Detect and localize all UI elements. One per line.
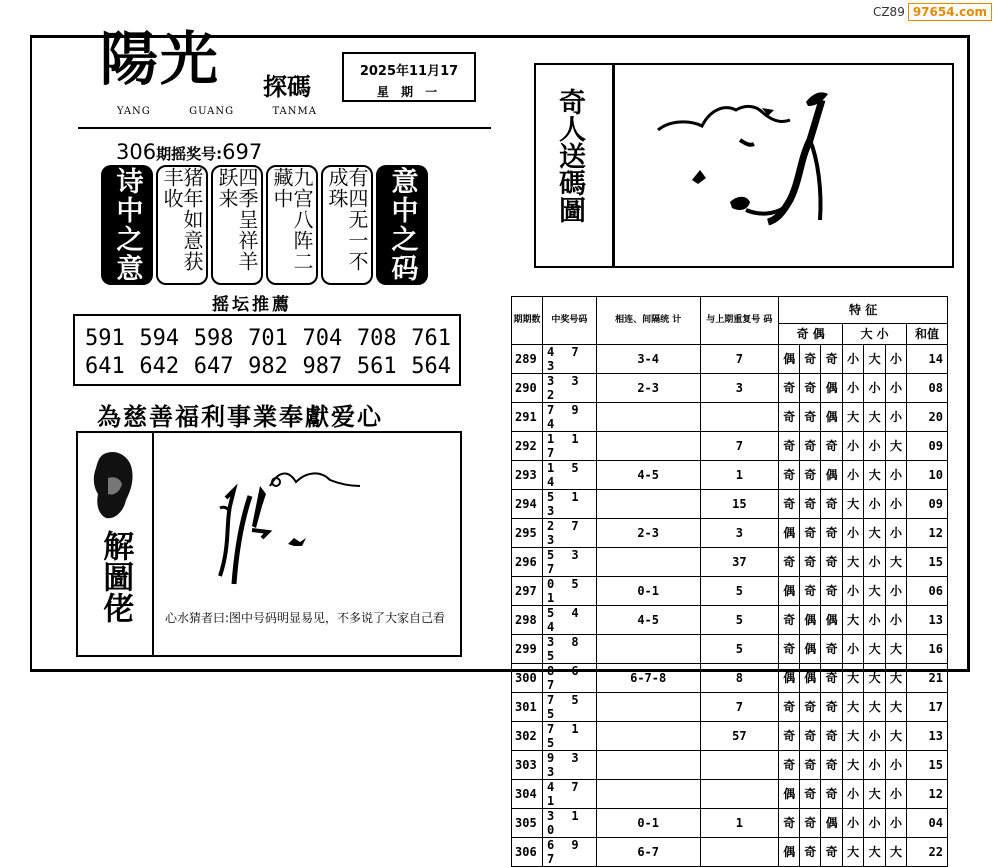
pinyin-3: TANMA xyxy=(272,106,317,117)
rec-number: 708 xyxy=(356,326,397,351)
table-row xyxy=(512,577,948,606)
cell-oddeven: 奇 xyxy=(821,780,843,809)
cell-oddeven: 奇 xyxy=(821,432,843,461)
table-row xyxy=(512,606,948,635)
cell-issue: 296 xyxy=(512,548,543,577)
rec-number: 598 xyxy=(193,326,234,351)
cell-issue: 289 xyxy=(512,345,543,374)
poem-line-4: 有四无一不成珠 xyxy=(321,165,373,285)
cell-oddeven: 奇 xyxy=(800,432,821,461)
cell-bigsmall: 小 xyxy=(864,548,886,577)
watermark-site: 97654.com xyxy=(908,3,992,21)
cell-issue: 291 xyxy=(512,403,543,432)
cell-bigsmall: 小 xyxy=(886,780,907,809)
cell-consec: 2-3 xyxy=(596,374,700,403)
cell-oddeven: 奇 xyxy=(779,693,800,722)
cell-bigsmall: 小 xyxy=(886,519,907,548)
rec-number: 647 xyxy=(193,354,234,379)
cell-consec: 3-4 xyxy=(596,345,700,374)
cell-digits: 1 5 4 xyxy=(542,461,596,490)
poem-line-3: 九宫八阵二藏中 xyxy=(266,165,318,285)
cell-digits: 4 7 3 xyxy=(542,345,596,374)
cell-repeat: 57 xyxy=(700,722,779,751)
cell-bigsmall: 大 xyxy=(886,664,907,693)
cell-issue: 292 xyxy=(512,432,543,461)
cell-oddeven: 奇 xyxy=(821,577,843,606)
table-row xyxy=(512,345,948,374)
cell-repeat xyxy=(700,403,779,432)
cell-bigsmall: 小 xyxy=(843,345,864,374)
cell-sum: 16 xyxy=(907,635,948,664)
cell-sum: 09 xyxy=(907,432,948,461)
cell-sum: 14 xyxy=(907,345,948,374)
cell-bigsmall: 小 xyxy=(864,606,886,635)
cell-oddeven: 奇 xyxy=(779,432,800,461)
rec-number: 561 xyxy=(356,354,397,379)
rec-number: 642 xyxy=(139,354,180,379)
cell-issue: 305 xyxy=(512,809,543,838)
cell-issue: 293 xyxy=(512,461,543,490)
cell-bigsmall: 大 xyxy=(843,838,864,867)
cell-bigsmall: 小 xyxy=(886,345,907,374)
cell-repeat: 3 xyxy=(700,519,779,548)
cell-oddeven: 奇 xyxy=(821,693,843,722)
cell-bigsmall: 小 xyxy=(886,577,907,606)
cell-oddeven: 偶 xyxy=(821,461,843,490)
cell-issue: 297 xyxy=(512,577,543,606)
cell-digits: 9 3 3 xyxy=(542,751,596,780)
cell-bigsmall: 小 xyxy=(864,722,886,751)
rec-number: 564 xyxy=(411,354,451,379)
poem-right-label: 意中之码 xyxy=(376,165,428,285)
cell-digits: 5 4 4 xyxy=(542,606,596,635)
cell-oddeven: 奇 xyxy=(779,635,800,664)
cell-bigsmall: 小 xyxy=(886,490,907,519)
table-row xyxy=(512,490,948,519)
table-row xyxy=(512,693,948,722)
cell-oddeven: 奇 xyxy=(821,751,843,780)
cell-digits: 7 1 5 xyxy=(542,722,596,751)
cell-oddeven: 奇 xyxy=(779,403,800,432)
cell-repeat: 7 xyxy=(700,432,779,461)
cell-issue: 302 xyxy=(512,722,543,751)
cell-bigsmall: 大 xyxy=(864,664,886,693)
cell-bigsmall: 大 xyxy=(843,403,864,432)
cell-digits: 7 5 5 xyxy=(542,693,596,722)
cell-consec: 0-1 xyxy=(596,577,700,606)
table-row xyxy=(512,461,948,490)
header-issue: 期期数 xyxy=(512,297,543,345)
history-table xyxy=(511,296,948,867)
header-repeat: 与上期重复号 码 xyxy=(700,297,779,345)
cell-bigsmall: 大 xyxy=(886,722,907,751)
watermark-id: CZ89 xyxy=(872,5,905,19)
cell-sum: 12 xyxy=(907,519,948,548)
cell-bigsmall: 大 xyxy=(843,693,864,722)
cell-consec xyxy=(596,635,700,664)
cell-bigsmall: 大 xyxy=(864,780,886,809)
cell-sum: 15 xyxy=(907,548,948,577)
puzzle-drawing xyxy=(190,446,390,596)
puzzle-divider xyxy=(152,431,154,657)
header-sum: 和值 xyxy=(907,324,948,345)
table-row xyxy=(512,722,948,751)
cell-oddeven: 奇 xyxy=(821,490,843,519)
poem-line-1: 猪年如意获丰收 xyxy=(156,165,208,285)
cell-oddeven: 偶 xyxy=(779,519,800,548)
table-row xyxy=(512,809,948,838)
cell-oddeven: 奇 xyxy=(821,635,843,664)
cell-sum: 12 xyxy=(907,780,948,809)
cell-digits: 3 8 5 xyxy=(542,635,596,664)
history-table-body xyxy=(512,345,948,867)
cell-consec: 6-7-8 xyxy=(596,664,700,693)
cell-bigsmall: 小 xyxy=(886,461,907,490)
cell-oddeven: 奇 xyxy=(779,722,800,751)
cell-oddeven: 奇 xyxy=(800,490,821,519)
rec-number: 982 xyxy=(248,354,288,379)
cell-issue: 299 xyxy=(512,635,543,664)
cell-digits: 7 9 4 xyxy=(542,403,596,432)
cell-issue: 306 xyxy=(512,838,543,867)
cell-oddeven: 奇 xyxy=(821,548,843,577)
rec-number: 761 xyxy=(411,326,451,351)
cell-sum: 21 xyxy=(907,664,948,693)
table-row xyxy=(512,635,948,664)
cell-consec xyxy=(596,490,700,519)
date-box xyxy=(342,52,476,102)
cell-bigsmall: 大 xyxy=(886,635,907,664)
cell-oddeven: 奇 xyxy=(800,693,821,722)
rec-number: 701 xyxy=(248,326,288,351)
cell-consec: 4-5 xyxy=(596,606,700,635)
cell-bigsmall: 小 xyxy=(843,635,864,664)
cell-repeat xyxy=(700,780,779,809)
result-number: 697 xyxy=(222,140,263,164)
cell-repeat: 37 xyxy=(700,548,779,577)
cell-bigsmall: 小 xyxy=(864,374,886,403)
pinyin-1: YANG xyxy=(117,106,151,117)
cell-oddeven: 奇 xyxy=(800,374,821,403)
header-winning: 中奖号码 xyxy=(542,297,596,345)
cell-bigsmall: 大 xyxy=(843,664,864,693)
cell-digits: 5 1 3 xyxy=(542,490,596,519)
recommend-box xyxy=(73,314,461,386)
rec-number: 591 xyxy=(85,326,125,351)
issue-number: 306 xyxy=(116,140,157,164)
cell-bigsmall: 大 xyxy=(864,403,886,432)
cell-oddeven: 奇 xyxy=(821,519,843,548)
table-row xyxy=(512,374,948,403)
recommend-title: 摇坛推薦 xyxy=(212,295,292,315)
cell-oddeven: 偶 xyxy=(779,577,800,606)
issue-result xyxy=(116,140,262,164)
cell-repeat: 15 xyxy=(700,490,779,519)
header-feature: 特 征 xyxy=(779,297,948,324)
cell-oddeven: 奇 xyxy=(779,809,800,838)
cell-bigsmall: 小 xyxy=(886,751,907,780)
cell-sum: 10 xyxy=(907,461,948,490)
cell-oddeven: 偶 xyxy=(821,374,843,403)
cell-oddeven: 奇 xyxy=(821,838,843,867)
cell-oddeven: 偶 xyxy=(779,345,800,374)
cell-sum: 09 xyxy=(907,490,948,519)
cell-bigsmall: 小 xyxy=(886,403,907,432)
cell-digits: 2 7 3 xyxy=(542,519,596,548)
cell-oddeven: 奇 xyxy=(800,780,821,809)
header-oddeven: 奇 偶 xyxy=(779,324,843,345)
cell-oddeven: 奇 xyxy=(800,722,821,751)
cell-oddeven: 奇 xyxy=(800,809,821,838)
logo-pinyin xyxy=(117,106,317,117)
rec-number: 987 xyxy=(302,354,343,379)
cell-bigsmall: 大 xyxy=(843,751,864,780)
cell-oddeven: 奇 xyxy=(800,838,821,867)
cell-repeat: 1 xyxy=(700,461,779,490)
cell-sum: 15 xyxy=(907,751,948,780)
puzzle-note: 心水猜者曰:图中号码明显易见，不多说了大家自己看 xyxy=(165,611,446,625)
cell-digits: 3 3 2 xyxy=(542,374,596,403)
cell-oddeven: 奇 xyxy=(800,519,821,548)
cell-sum: 13 xyxy=(907,722,948,751)
cell-repeat: 7 xyxy=(700,345,779,374)
cell-consec: 6-7 xyxy=(596,838,700,867)
cell-bigsmall: 大 xyxy=(843,548,864,577)
cell-sum: 20 xyxy=(907,403,948,432)
cell-bigsmall: 小 xyxy=(843,809,864,838)
cell-bigsmall: 小 xyxy=(864,432,886,461)
cell-digits: 3 1 0 xyxy=(542,809,596,838)
cell-oddeven: 奇 xyxy=(800,548,821,577)
recommend-row-1 xyxy=(85,326,451,351)
cell-oddeven: 偶 xyxy=(800,664,821,693)
header-consec: 相连、间隔统 计 xyxy=(596,297,700,345)
cell-bigsmall: 小 xyxy=(886,374,907,403)
cell-issue: 304 xyxy=(512,780,543,809)
recommend-row-2 xyxy=(85,354,451,379)
date-text: 2025年11月17 xyxy=(359,64,459,79)
cell-bigsmall: 大 xyxy=(886,548,907,577)
cell-digits: 8 6 7 xyxy=(542,664,596,693)
cell-bigsmall: 小 xyxy=(843,519,864,548)
header-divider xyxy=(78,127,491,129)
cell-bigsmall: 小 xyxy=(886,809,907,838)
cell-digits: 4 7 1 xyxy=(542,780,596,809)
weekday-text: 星 期 一 xyxy=(376,85,442,99)
cell-sum: 22 xyxy=(907,838,948,867)
cell-bigsmall: 大 xyxy=(864,461,886,490)
cell-bigsmall: 大 xyxy=(843,722,864,751)
cell-bigsmall: 大 xyxy=(886,838,907,867)
cell-oddeven: 奇 xyxy=(779,751,800,780)
cell-consec xyxy=(596,432,700,461)
cell-issue: 303 xyxy=(512,751,543,780)
cell-oddeven: 偶 xyxy=(821,606,843,635)
cell-repeat: 7 xyxy=(700,693,779,722)
cell-bigsmall: 大 xyxy=(843,606,864,635)
cell-bigsmall: 小 xyxy=(864,490,886,519)
cell-consec xyxy=(596,403,700,432)
cell-oddeven: 奇 xyxy=(821,345,843,374)
cell-oddeven: 奇 xyxy=(821,664,843,693)
cell-oddeven: 奇 xyxy=(800,751,821,780)
cell-digits: 1 1 7 xyxy=(542,432,596,461)
issue-label: 期摇奖号: xyxy=(156,145,223,163)
cell-bigsmall: 小 xyxy=(843,780,864,809)
cell-sum: 06 xyxy=(907,577,948,606)
cell-consec: 0-1 xyxy=(596,809,700,838)
cell-bigsmall: 大 xyxy=(886,693,907,722)
pinyin-2: GUANG xyxy=(189,106,235,117)
puzzle-title: 解圖佬 xyxy=(97,530,134,623)
table-row xyxy=(512,519,948,548)
cell-consec xyxy=(596,548,700,577)
cell-sum: 04 xyxy=(907,809,948,838)
table-row xyxy=(512,548,948,577)
cell-bigsmall: 小 xyxy=(864,809,886,838)
cell-digits: 0 5 1 xyxy=(542,577,596,606)
cell-bigsmall: 大 xyxy=(864,635,886,664)
picture-title: 奇人送碼圖 xyxy=(554,88,585,223)
rec-number: 704 xyxy=(302,326,343,351)
cell-repeat: 8 xyxy=(700,664,779,693)
cell-oddeven: 奇 xyxy=(779,374,800,403)
cell-oddeven: 偶 xyxy=(779,664,800,693)
portrait-image xyxy=(86,448,142,524)
cell-bigsmall: 小 xyxy=(864,751,886,780)
cell-sum: 17 xyxy=(907,693,948,722)
cell-digits: 5 3 7 xyxy=(542,548,596,577)
cell-consec: 2-3 xyxy=(596,519,700,548)
cell-oddeven: 偶 xyxy=(800,606,821,635)
cell-bigsmall: 大 xyxy=(864,345,886,374)
cell-oddeven: 奇 xyxy=(800,461,821,490)
logo-title: 陽光 xyxy=(100,25,221,93)
picture-divider xyxy=(612,63,615,268)
cell-sum: 13 xyxy=(907,606,948,635)
cell-bigsmall: 大 xyxy=(843,490,864,519)
cell-bigsmall: 大 xyxy=(864,577,886,606)
cell-repeat: 5 xyxy=(700,635,779,664)
cell-bigsmall: 大 xyxy=(864,838,886,867)
charity-slogan: 為慈善福利事業奉獻爱心 xyxy=(97,402,383,431)
cell-bigsmall: 小 xyxy=(886,606,907,635)
cell-oddeven: 奇 xyxy=(779,461,800,490)
table-row xyxy=(512,780,948,809)
cell-repeat xyxy=(700,838,779,867)
cell-issue: 301 xyxy=(512,693,543,722)
table-row xyxy=(512,403,948,432)
cell-oddeven: 奇 xyxy=(800,403,821,432)
cell-consec xyxy=(596,751,700,780)
cell-issue: 300 xyxy=(512,664,543,693)
cell-oddeven: 偶 xyxy=(800,635,821,664)
cell-oddeven: 偶 xyxy=(779,838,800,867)
cell-issue: 298 xyxy=(512,606,543,635)
cell-sum: 08 xyxy=(907,374,948,403)
cell-oddeven: 偶 xyxy=(821,403,843,432)
table-row xyxy=(512,751,948,780)
cell-repeat: 3 xyxy=(700,374,779,403)
cell-oddeven: 奇 xyxy=(779,490,800,519)
cell-bigsmall: 大 xyxy=(886,432,907,461)
cell-consec: 4-5 xyxy=(596,461,700,490)
cell-oddeven: 奇 xyxy=(779,606,800,635)
cell-repeat: 1 xyxy=(700,809,779,838)
cell-oddeven: 偶 xyxy=(821,809,843,838)
cell-oddeven: 奇 xyxy=(779,548,800,577)
rec-number: 641 xyxy=(85,354,125,379)
table-row xyxy=(512,838,948,867)
cell-repeat: 5 xyxy=(700,606,779,635)
rec-number: 594 xyxy=(139,326,180,351)
cell-digits: 6 9 7 xyxy=(542,838,596,867)
cell-issue: 295 xyxy=(512,519,543,548)
cell-issue: 294 xyxy=(512,490,543,519)
poem-line-2: 四季呈祥羊跃来 xyxy=(211,165,263,285)
cell-bigsmall: 小 xyxy=(843,577,864,606)
cell-bigsmall: 大 xyxy=(864,693,886,722)
cell-repeat xyxy=(700,751,779,780)
cell-bigsmall: 小 xyxy=(843,432,864,461)
cell-oddeven: 奇 xyxy=(800,577,821,606)
cell-oddeven: 奇 xyxy=(800,345,821,374)
table-row xyxy=(512,432,948,461)
table-row xyxy=(512,664,948,693)
picture-drawing xyxy=(650,80,850,240)
poem-left-label: 诗中之意 xyxy=(101,165,153,285)
cell-issue: 290 xyxy=(512,374,543,403)
logo-subtitle: 探碼 xyxy=(263,72,311,101)
site-watermark xyxy=(873,2,992,22)
cell-bigsmall: 小 xyxy=(843,374,864,403)
cell-bigsmall: 小 xyxy=(843,461,864,490)
cell-repeat: 5 xyxy=(700,577,779,606)
cell-oddeven: 奇 xyxy=(821,722,843,751)
header-bigsmall: 大 小 xyxy=(843,324,907,345)
cell-oddeven: 偶 xyxy=(779,780,800,809)
cell-consec xyxy=(596,722,700,751)
cell-consec xyxy=(596,780,700,809)
cell-bigsmall: 大 xyxy=(864,519,886,548)
cell-consec xyxy=(596,693,700,722)
